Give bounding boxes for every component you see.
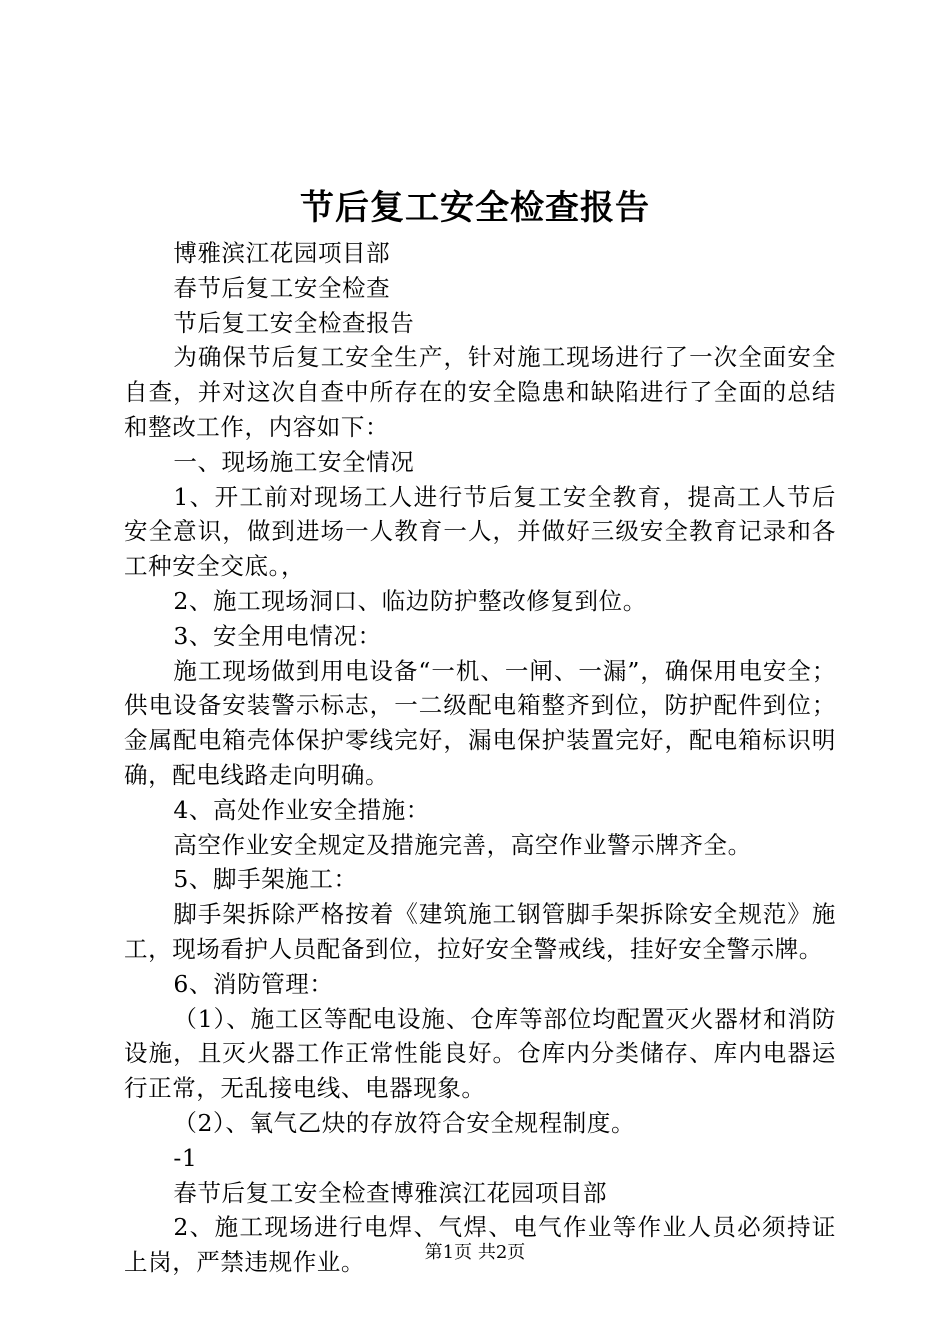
- paragraph-height-work: 高空作业安全规定及措施完善，高空作业警示牌齐全。: [173, 830, 752, 859]
- paragraph-subtitle: 春节后复工安全检查: [173, 273, 391, 302]
- paragraph-fire-2: （2）、氧气乙炔的存放符合安全规程制度。: [173, 1108, 636, 1137]
- paragraph-page-marker: -1: [173, 1143, 198, 1172]
- paragraph-item-3-heading: 3、安全用电情况：: [173, 621, 382, 650]
- paragraph-running-header: 春节后复工安全检查博雅滨江花园项目部: [173, 1178, 608, 1207]
- paragraph-item-5-heading: 5、脚手架施工：: [173, 865, 358, 894]
- paragraph-item-4-heading: 4、高处作业安全措施：: [173, 795, 430, 824]
- paragraph-electricity: 施工现场做到用电设备“一机、一闸、一漏”，确保用电安全；供电设备安装警示标志，一二级配电箱整齐到位，防护配件到位；金属配电箱壳体保护零线完好，漏电保护装置完好，配电箱标识明确，配电线路走向明确。: [124, 656, 836, 789]
- paragraph-fire-1: （1）、施工区等配电设施、仓库等部位均配置灭火器材和消防设施，且灭火器工作正常性能良好。仓库内分类储存、库内电器运行正常，无乱接电线、电器现象。: [124, 1004, 836, 1103]
- paragraph-item-6-heading: 6、消防管理：: [173, 969, 334, 998]
- paragraph-project: 博雅滨江花园项目部: [173, 239, 391, 267]
- document-title: 节后复工安全检查报告: [300, 188, 650, 228]
- paragraph-item-1: 1、开工前对现场工人进行节后复工安全教育，提高工人节后安全意识，做到进场一人教育一人，并做好三级安全教育记录和各工种安全交底。，: [124, 482, 836, 581]
- paragraph-item-2: 2、施工现场洞口、临边防护整改修复到位。: [173, 586, 647, 615]
- paragraph-scaffold: 脚手架拆除严格按着《建筑施工钢管脚手架拆除安全规范》施工，现场看护人员配备到位，拉好安全警戒线，挂好安全警示牌。: [124, 900, 836, 963]
- paragraph-welding: 2、施工现场进行电焊、气焊、电气作业等作业人员必须持证上岗，严禁违规作业。: [124, 1213, 836, 1277]
- section-heading-1: 一、现场施工安全情况: [173, 447, 415, 476]
- document-body: [124, 236, 836, 1280]
- paragraph-intro: 为确保节后复工安全生产，针对施工现场进行了一次全面安全自查，并对这次自查中所存在的安全隐患和缺陷进行了全面的总结和整改工作，内容如下：: [124, 343, 836, 441]
- paragraph-report-name: 节后复工安全检查报告: [173, 308, 415, 337]
- page-footer: 第1页 共2页: [424, 1242, 526, 1263]
